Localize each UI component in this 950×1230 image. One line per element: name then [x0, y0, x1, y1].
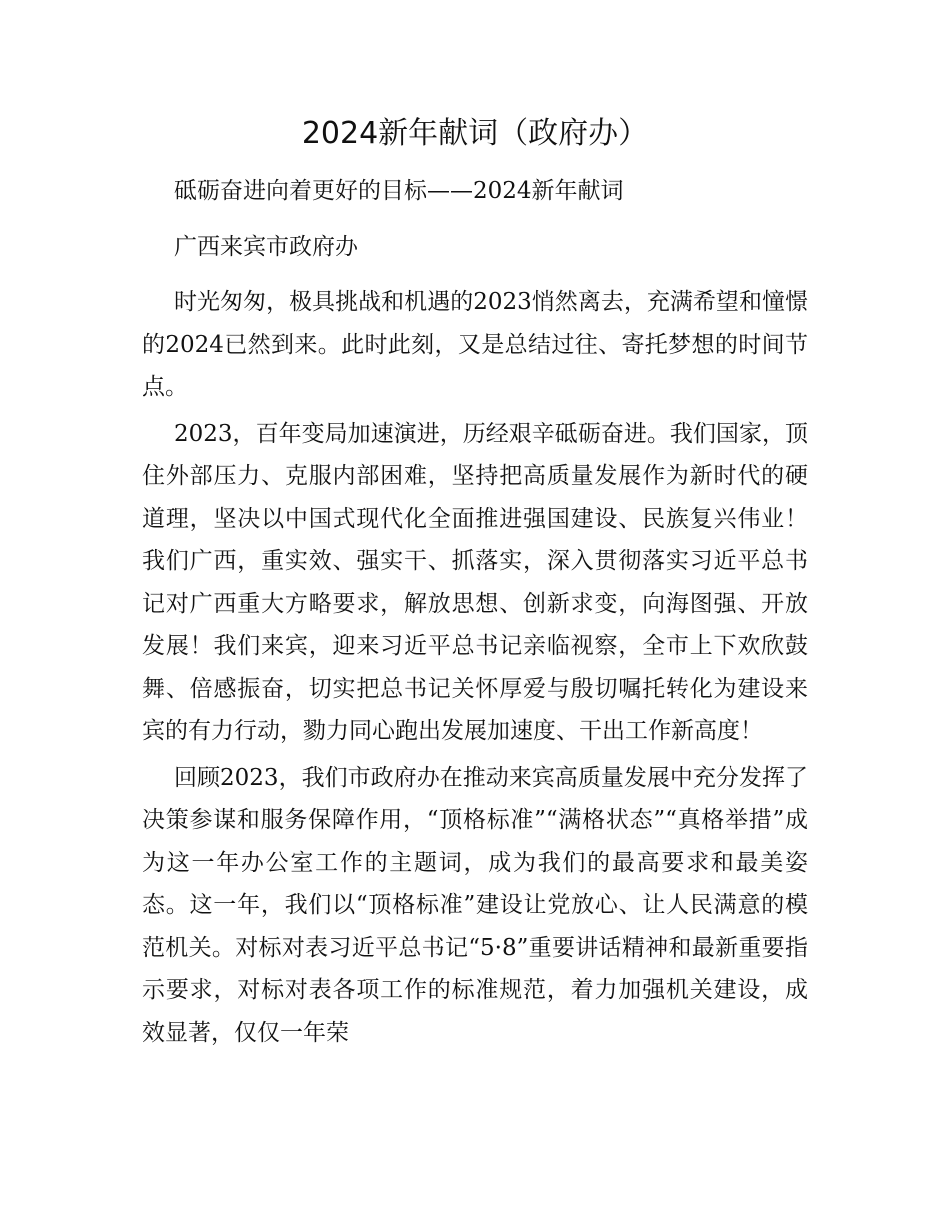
- issuing-organization: 广西来宾市政府办: [174, 233, 358, 260]
- document-subtitle: 砥砺奋进向着更好的目标——2024新年献词: [174, 178, 624, 204]
- paragraph-2: 2023，百年变局加速演进，历经艰辛砥砺奋进。我们国家，顶住外部压力、克服内部困难，坚持把高质量发展作为新时代的硬道理，坚决以中国式现代化全面推进强国建设、民族复兴伟业！我们广西，重实效、强实干、抓落实，深入贯彻落实习近平总书记对广西重大方略要求，解放思想、创新求变，向海图强、开放发展！我们来宾，迎来习近平总书记亲临视察，全市上下欢欣鼓舞、倍感振奋，切实把总书记关怀厚爱与殷切嘱托转化为建设来宾的有力行动，勠力同心跑出发展加速度、干出工作新高度！: [142, 420, 808, 744]
- document-body: [142, 170, 808, 1058]
- paragraph-3: 回顾2023，我们市政府办在推动来宾高质量发展中充分发挥了决策参谋和服务保障作用，“顶格标准”“满格状态”“真格举措”成为这一年办公室工作的主题词，成为我们的最高要求和最美姿态。这一年，我们以“顶格标准”建设让党放心、让人民满意的模范机关。对标对表习近平总书记“5·8”重要讲话精神和最新重要指示要求，对标对表各项工作的标准规范，着力加强机关建设，成效显著，仅仅一年荣: [142, 764, 808, 1046]
- paragraph-1: 时光匆匆，极具挑战和机遇的2023悄然离去，充满希望和憧憬的2024已然到来。此时此刻，又是总结过往、寄托梦想的时间节点。: [142, 289, 808, 400]
- document-title: 2024新年献词（政府办）: [301, 116, 649, 151]
